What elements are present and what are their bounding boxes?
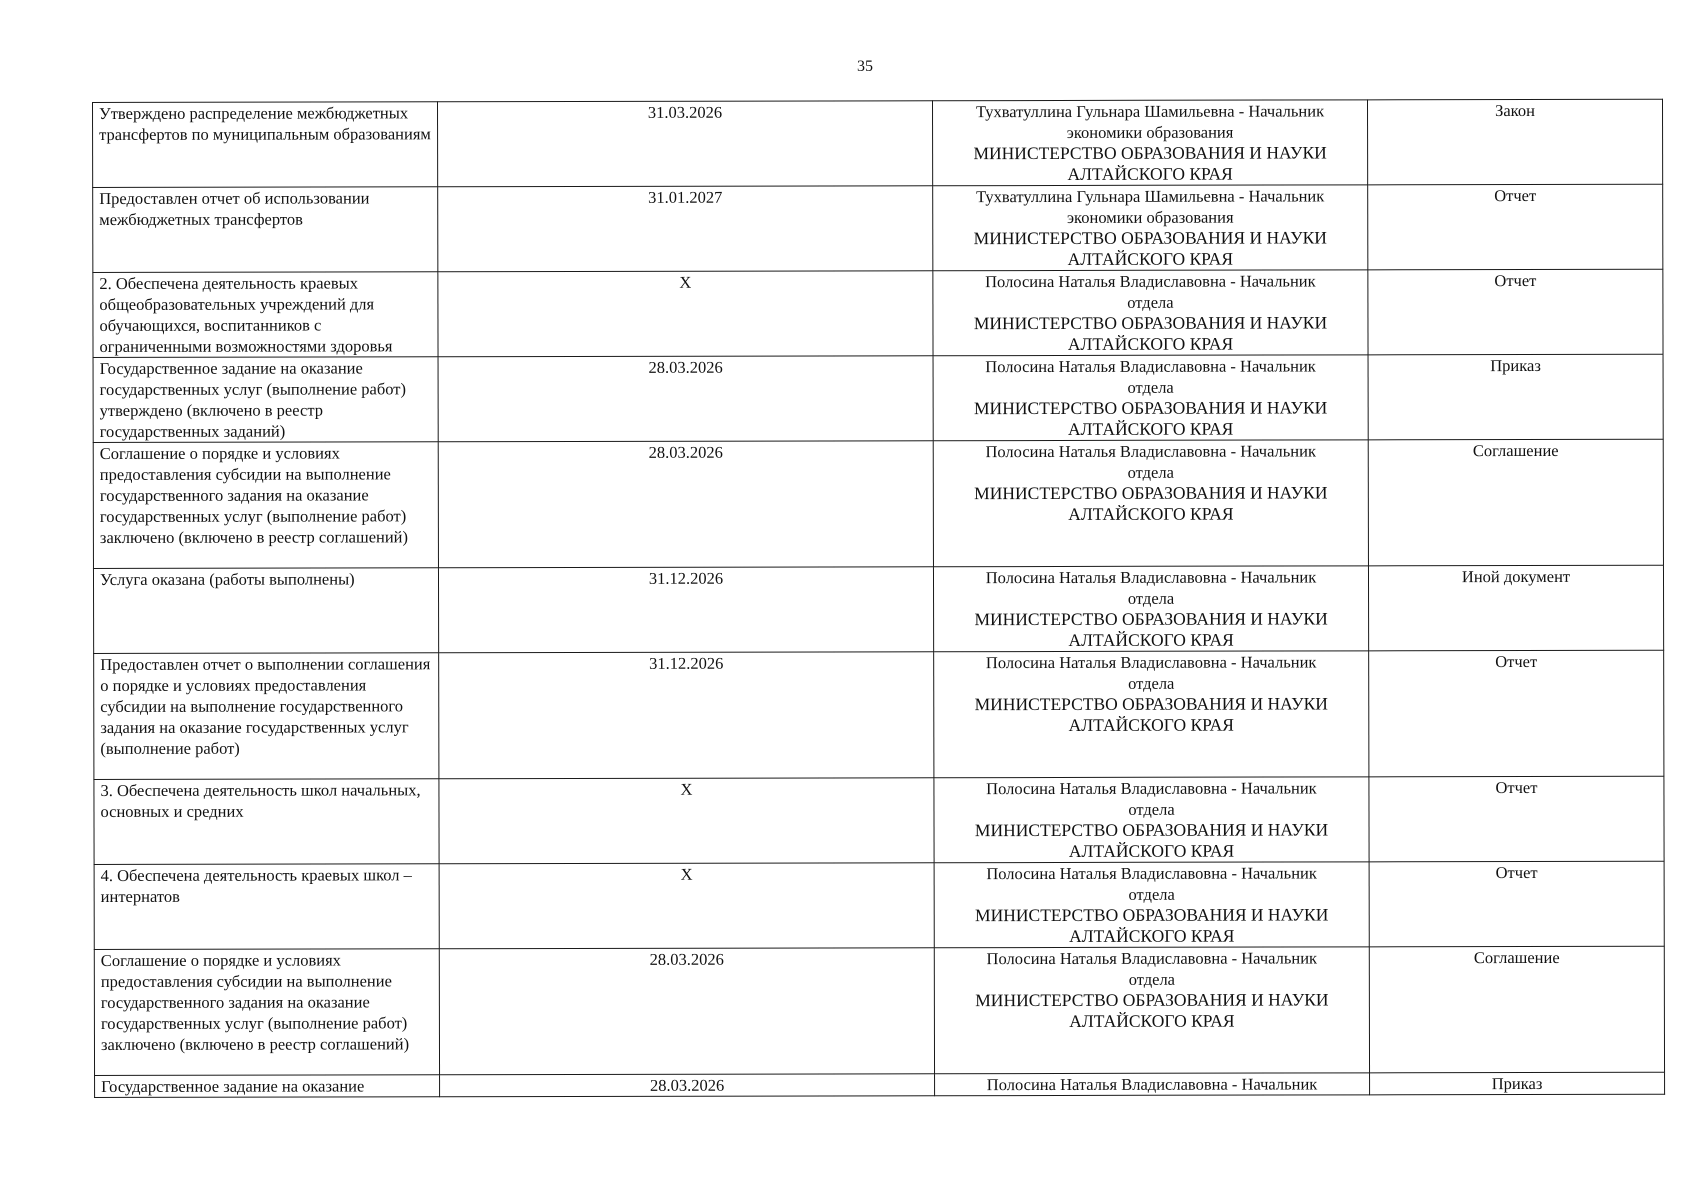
responsible-name: Полосина Наталья Владиславовна - Начальник [985,271,1316,292]
description-cell: Соглашение о порядке и условиях предоставления субсидии на выполнение государственного задания на оказание государственных услуг (выполнение работ) заключено (включено в реестр соглашений) [94,949,439,1076]
description-cell: Утверждено распределение межбюджетных трансфертов по муниципальным образованиям [93,102,438,188]
responsible-cell [934,947,1369,1074]
document-cell: Иной документ [1368,565,1663,651]
responsible-cell [934,862,1369,948]
date-cell: 28.03.2026 [438,356,933,442]
table-row [95,1072,1665,1097]
responsible-name: Тухватуллина Гульнара Шамильевна - Начальник [975,101,1325,122]
responsible-name: Полосина Наталья Владиславовна - Начальник [985,567,1317,588]
responsible-cell [934,777,1369,863]
table-row [94,946,1664,1075]
responsible-name: Полосина Наталья Владиславовна - Начальник [985,652,1317,673]
responsible-name: Полосина Наталья Владиславовна - Начальник [985,441,1317,462]
table-row [93,184,1663,272]
responsible-name: Полосина Наталья Владиславовна - Начальник [986,948,1318,969]
responsible-org: МИНИСТЕРСТВО ОБРАЗОВАНИЯ И НАУКИ АЛТАЙСКОГО КРАЯ [974,482,1328,524]
responsible-org: МИНИСТЕРСТВО ОБРАЗОВАНИЯ И НАУКИ АЛТАЙСКОГО КРАЯ [975,904,1329,946]
responsible-cell [934,651,1369,778]
table-row [94,861,1664,949]
document-cell: Отчет [1368,184,1663,270]
document-table [92,99,1665,1098]
date-cell: 31.01.2027 [438,186,933,272]
document-cell: Соглашение [1369,946,1664,1073]
document-cell: Отчет [1368,269,1663,355]
document-cell: Отчет [1369,650,1664,777]
responsible-name: Полосина Наталья Владиславовна - Начальник [985,356,1316,377]
responsible-org: МИНИСТЕРСТВО ОБРАЗОВАНИЯ И НАУКИ АЛТАЙСКОГО КРАЯ [974,608,1328,650]
responsible-org: МИНИСТЕРСТВО ОБРАЗОВАНИЯ И НАУКИ АЛТАЙСКОГО КРАЯ [974,819,1329,861]
description-cell: Предоставлен отчет об использовании межбюджетных трансфертов [93,187,438,273]
document-cell: Приказ [1368,354,1663,440]
date-cell: 31.03.2026 [438,101,933,187]
responsible-dept: отдела [1127,292,1174,312]
description-cell: 4. Обеспечена деятельность краевых школ – интернатов [94,864,439,950]
responsible-org: МИНИСТЕРСТВО ОБРАЗОВАНИЯ И НАУКИ АЛТАЙСКОГО КРАЯ [974,693,1328,735]
responsible-name: Полосина Наталья Владиславовна - Начальник [986,1074,1318,1095]
description-cell: Предоставлен отчет о выполнении соглашения о порядке и условиях предоставления субсидии на выполнение государственного задания на оказание государственных услуг (выполнение работ) [94,653,439,780]
description-cell: Государственное задание на оказание [95,1075,440,1098]
responsible-dept: отдела [1128,673,1175,693]
responsible-dept: экономики образования [1066,122,1234,142]
date-cell: X [439,778,934,864]
responsible-dept: экономики образования [1066,207,1234,227]
responsible-dept: отдела [1128,884,1175,904]
responsible-cell [933,185,1368,271]
description-cell: Услуга оказана (работы выполнены) [93,568,438,654]
responsible-cell [933,355,1368,441]
document-cell: Соглашение [1368,439,1663,566]
document-cell: Отчет [1369,861,1664,947]
date-cell: X [438,271,933,357]
responsible-cell [935,1073,1370,1096]
date-cell: 31.12.2026 [438,567,933,653]
date-cell: 28.03.2026 [438,441,933,568]
responsible-org: МИНИСТЕРСТВО ОБРАЗОВАНИЯ И НАУКИ АЛТАЙСКОГО КРАЯ [973,312,1328,354]
responsible-org: МИНИСТЕРСТВО ОБРАЗОВАНИЯ И НАУКИ АЛТАЙСКОГО КРАЯ [973,397,1328,439]
date-cell: 31.12.2026 [439,652,934,779]
table-row [93,354,1663,442]
date-cell: X [439,863,934,949]
document-cell: Отчет [1369,776,1664,862]
date-cell: 28.03.2026 [440,1074,935,1097]
table-row [93,439,1663,568]
responsible-name: Полосина Наталья Владиславовна - Начальник [986,778,1317,799]
responsible-cell [933,440,1368,567]
page-number: 35 [857,58,873,75]
document-cell: Приказ [1370,1072,1665,1095]
table-row [93,99,1663,187]
responsible-name: Полосина Наталья Владиславовна - Начальник [986,863,1317,884]
date-cell: 28.03.2026 [439,948,934,1075]
responsible-dept: отдела [1127,588,1175,608]
responsible-dept: отдела [1127,377,1174,397]
description-cell: Государственное задание на оказание государственных услуг (выполнение работ) утверждено (включено в реестр государственных заданий) [93,357,438,443]
table-row [94,650,1664,779]
responsible-cell [932,100,1367,186]
responsible-dept: отдела [1127,462,1174,482]
responsible-org: МИНИСТЕРСТВО ОБРАЗОВАНИЯ И НАУКИ АЛТАЙСКОГО КРАЯ [973,142,1327,184]
responsible-cell [933,566,1368,652]
table-row [93,565,1663,653]
responsible-org: МИНИСТЕРСТВО ОБРАЗОВАНИЯ И НАУКИ АЛТАЙСКОГО КРАЯ [973,227,1327,269]
responsible-org: МИНИСТЕРСТВО ОБРАЗОВАНИЯ И НАУКИ АЛТАЙСКОГО КРАЯ [975,989,1329,1031]
responsible-cell [933,270,1368,356]
description-cell: Соглашение о порядке и условиях предоставления субсидии на выполнение государственного задания на оказание государственных услуг (выполнение работ) заключено (включено в реестр соглашений) [93,442,438,569]
responsible-dept: отдела [1128,799,1175,819]
responsible-name: Тухватуллина Гульнара Шамильевна - Начальник [976,186,1325,207]
document-cell: Закон [1367,99,1662,185]
description-cell: 3. Обеспечена деятельность школ начальных, основных и средних [94,779,439,865]
responsible-dept: отдела [1128,969,1176,989]
description-cell: 2. Обеспечена деятельность краевых общеобразовательных учреждений для обучающихся, воспитанников с ограниченными возможностями здоровья [93,272,438,358]
table-row [94,776,1664,864]
table-row [93,269,1663,357]
